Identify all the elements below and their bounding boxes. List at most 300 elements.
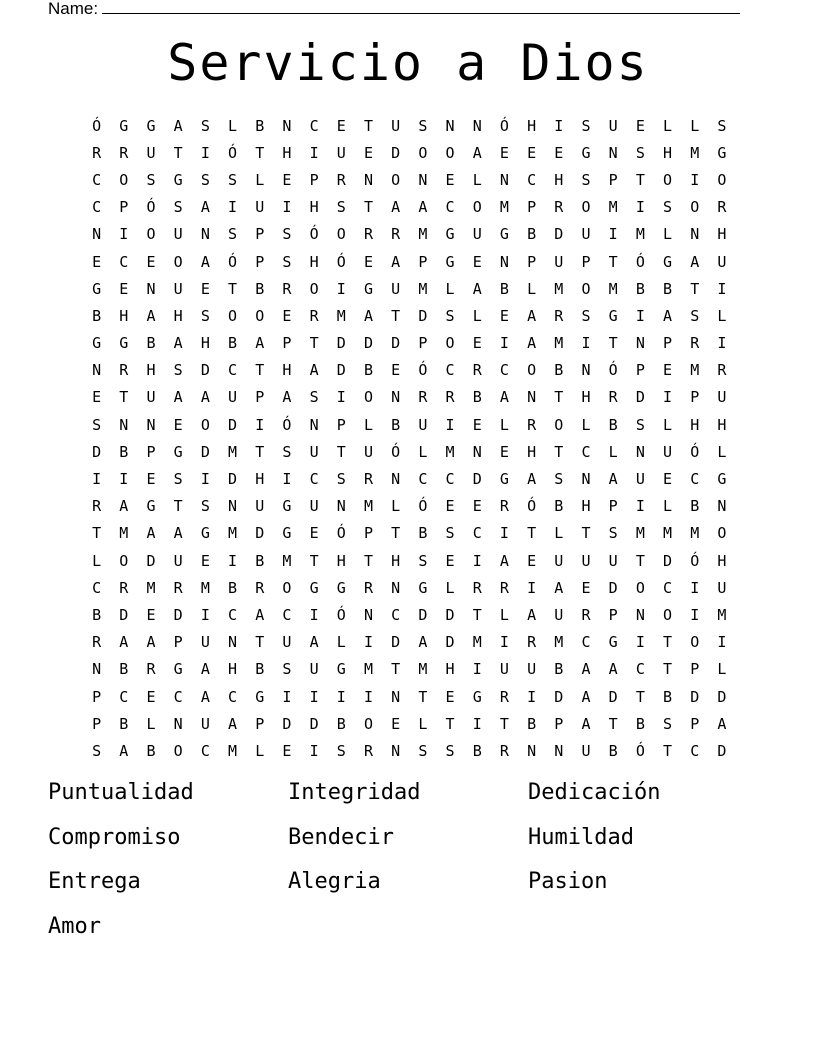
grid-letter: P (690, 388, 700, 407)
grid-letter: R (363, 741, 373, 760)
grid-letter: H (690, 415, 700, 434)
grid-letter: T (255, 442, 265, 461)
grid-letter: T (173, 143, 183, 162)
grid-letter: I (472, 660, 482, 679)
grid-letter: U (173, 225, 183, 244)
grid-letter: N (635, 442, 645, 461)
grid-letter: D (119, 605, 129, 624)
grid-letter: R (499, 687, 509, 706)
grid-letter: Ó (92, 116, 102, 135)
grid-letter: B (554, 660, 564, 679)
word-search-grid (83, 112, 736, 765)
grid-letter: T (391, 306, 401, 325)
grid-letter: A (200, 198, 210, 217)
grid-letter: U (418, 415, 428, 434)
grid-letter: C (445, 361, 455, 380)
grid-letter: O (282, 578, 292, 597)
grid-letter: R (717, 361, 727, 380)
grid-letter: G (200, 524, 210, 543)
grid-letter: Ó (391, 442, 401, 461)
grid-letter: R (146, 660, 156, 679)
word-list-item: Bendecir (288, 824, 394, 850)
grid-letter: O (418, 143, 428, 162)
grid-letter: A (146, 633, 156, 652)
grid-letter: C (92, 170, 102, 189)
grid-letter: H (200, 334, 210, 353)
grid-letter: N (391, 687, 401, 706)
grid-letter: N (581, 470, 591, 489)
grid-letter: M (554, 633, 564, 652)
grid-letter: R (255, 578, 265, 597)
grid-letter: A (527, 334, 537, 353)
grid-letter: R (92, 497, 102, 516)
grid-letter: A (255, 334, 265, 353)
grid-letter: M (119, 524, 129, 543)
grid-letter: Ó (336, 605, 346, 624)
grid-row (83, 275, 736, 302)
grid-letter: S (581, 306, 591, 325)
grid-letter: H (527, 442, 537, 461)
grid-letter: S (173, 470, 183, 489)
grid-letter: N (119, 415, 129, 434)
grid-letter: I (282, 198, 292, 217)
grid-letter: C (472, 524, 482, 543)
grid-letter: E (146, 605, 156, 624)
grid-letter: C (119, 252, 129, 271)
grid-letter: P (146, 442, 156, 461)
grid-letter: C (228, 687, 238, 706)
grid-letter: S (173, 198, 183, 217)
grid-letter: S (445, 741, 455, 760)
grid-letter: A (663, 306, 673, 325)
grid-letter: E (363, 143, 373, 162)
grid-letter: T (608, 252, 618, 271)
grid-letter: L (717, 306, 727, 325)
grid-row (83, 139, 736, 166)
grid-letter: R (363, 578, 373, 597)
grid-letter: G (282, 524, 292, 543)
grid-letter: U (146, 143, 156, 162)
grid-letter: U (663, 442, 673, 461)
grid-letter: B (472, 388, 482, 407)
grid-letter: L (690, 116, 700, 135)
grid-row (83, 737, 736, 764)
grid-letter: A (200, 660, 210, 679)
grid-letter: A (200, 388, 210, 407)
grid-letter: N (391, 388, 401, 407)
grid-letter: S (200, 497, 210, 516)
grid-letter: E (391, 361, 401, 380)
grid-letter: C (581, 442, 591, 461)
grid-letter: O (119, 170, 129, 189)
grid-letter: A (282, 388, 292, 407)
grid-letter: E (472, 497, 482, 516)
grid-letter: T (445, 714, 455, 733)
grid-letter: L (418, 442, 428, 461)
grid-letter: B (527, 714, 537, 733)
grid-letter: L (255, 741, 265, 760)
grid-letter: E (146, 470, 156, 489)
grid-letter: B (228, 578, 238, 597)
grid-letter: P (527, 198, 537, 217)
grid-letter: G (92, 279, 102, 298)
grid-letter: S (663, 198, 673, 217)
grid-letter: D (363, 334, 373, 353)
grid-letter: S (282, 442, 292, 461)
grid-letter: H (581, 497, 591, 516)
grid-letter: E (173, 415, 183, 434)
grid-letter: U (391, 279, 401, 298)
grid-letter: M (663, 524, 673, 543)
grid-letter: I (92, 470, 102, 489)
grid-letter: N (527, 388, 537, 407)
word-list-item: Entrega (48, 869, 141, 894)
grid-letter: O (690, 633, 700, 652)
grid-letter: M (690, 361, 700, 380)
grid-letter: E (663, 361, 673, 380)
grid-letter: L (472, 306, 482, 325)
grid-letter: D (554, 687, 564, 706)
grid-letter: U (608, 551, 618, 570)
grid-letter: D (228, 415, 238, 434)
grid-letter: E (200, 551, 210, 570)
grid-letter: N (690, 225, 700, 244)
grid-letter: N (309, 415, 319, 434)
grid-letter: R (527, 415, 537, 434)
grid-letter: A (146, 524, 156, 543)
grid-letter: E (472, 252, 482, 271)
grid-letter: E (554, 143, 564, 162)
grid-letter: N (363, 605, 373, 624)
grid-letter: L (717, 442, 727, 461)
grid-letter: I (663, 388, 673, 407)
grid-letter: U (228, 388, 238, 407)
grid-letter: G (336, 660, 346, 679)
grid-letter: D (608, 578, 618, 597)
grid-letter: U (309, 660, 319, 679)
grid-letter: L (608, 442, 618, 461)
grid-letter: T (554, 442, 564, 461)
grid-letter: U (499, 660, 509, 679)
grid-letter: D (200, 442, 210, 461)
grid-letter: N (228, 497, 238, 516)
grid-letter: B (146, 334, 156, 353)
grid-letter: U (173, 551, 183, 570)
grid-row (83, 302, 736, 329)
grid-letter: O (363, 714, 373, 733)
grid-letter: N (635, 605, 645, 624)
grid-letter: A (119, 741, 129, 760)
grid-letter: S (92, 415, 102, 434)
grid-letter: P (690, 714, 700, 733)
grid-letter: S (282, 252, 292, 271)
grid-letter: U (309, 497, 319, 516)
grid-letter: A (472, 279, 482, 298)
grid-letter: E (499, 306, 509, 325)
grid-letter: P (663, 334, 673, 353)
grid-letter: E (527, 551, 537, 570)
grid-letter: I (309, 143, 319, 162)
grid-letter: U (255, 497, 265, 516)
grid-letter: C (228, 605, 238, 624)
grid-letter: M (418, 660, 428, 679)
grid-letter: O (200, 415, 210, 434)
grid-letter: R (499, 497, 509, 516)
grid-letter: S (635, 415, 645, 434)
grid-letter: U (336, 143, 346, 162)
grid-row (83, 493, 736, 520)
grid-row (83, 438, 736, 465)
grid-letter: I (336, 687, 346, 706)
grid-letter: M (363, 660, 373, 679)
grid-letter: M (717, 605, 727, 624)
grid-letter: T (255, 633, 265, 652)
grid-letter: R (391, 225, 401, 244)
grid-letter: E (472, 334, 482, 353)
grid-letter: O (663, 605, 673, 624)
grid-letter: I (635, 306, 645, 325)
grid-letter: C (527, 170, 537, 189)
grid-letter: D (173, 605, 183, 624)
grid-letter: D (391, 633, 401, 652)
grid-letter: N (282, 116, 292, 135)
grid-letter: I (690, 170, 700, 189)
grid-letter: R (336, 170, 346, 189)
grid-row (83, 465, 736, 492)
grid-letter: M (228, 741, 238, 760)
grid-letter: C (391, 605, 401, 624)
grid-letter: A (173, 524, 183, 543)
grid-letter: A (690, 252, 700, 271)
grid-letter: P (255, 252, 265, 271)
grid-letter: L (499, 605, 509, 624)
grid-letter: R (581, 605, 591, 624)
grid-row (83, 384, 736, 411)
grid-letter: T (92, 524, 102, 543)
grid-letter: I (200, 605, 210, 624)
grid-row (83, 574, 736, 601)
grid-letter: Ó (690, 551, 700, 570)
grid-letter: P (282, 334, 292, 353)
grid-letter: M (635, 225, 645, 244)
grid-letter: D (418, 306, 428, 325)
grid-letter: E (445, 551, 455, 570)
grid-letter: R (554, 198, 564, 217)
grid-letter: B (635, 714, 645, 733)
grid-letter: C (200, 741, 210, 760)
grid-letter: S (581, 170, 591, 189)
grid-letter: G (445, 252, 455, 271)
grid-letter: S (146, 170, 156, 189)
grid-letter: P (92, 714, 102, 733)
grid-letter: M (690, 524, 700, 543)
grid-letter: E (282, 741, 292, 760)
grid-letter: M (690, 143, 700, 162)
grid-letter: I (499, 524, 509, 543)
grid-letter: H (717, 551, 727, 570)
grid-letter: L (336, 633, 346, 652)
grid-letter: D (146, 551, 156, 570)
grid-letter: H (391, 551, 401, 570)
grid-letter: I (200, 143, 210, 162)
grid-letter: M (608, 279, 618, 298)
grid-letter: C (92, 198, 102, 217)
grid-letter: G (717, 470, 727, 489)
grid-letter: A (146, 306, 156, 325)
grid-letter: G (255, 687, 265, 706)
grid-letter: T (418, 687, 428, 706)
grid-letter: R (119, 578, 129, 597)
grid-letter: I (445, 415, 455, 434)
grid-letter: T (472, 605, 482, 624)
grid-letter: U (200, 633, 210, 652)
grid-letter: N (363, 170, 373, 189)
grid-letter: A (391, 198, 401, 217)
grid-letter: B (363, 361, 373, 380)
grid-letter: E (92, 252, 102, 271)
grid-letter: D (391, 334, 401, 353)
grid-letter: S (554, 470, 564, 489)
grid-letter: G (146, 497, 156, 516)
grid-letter: I (282, 687, 292, 706)
grid-letter: P (255, 225, 265, 244)
grid-letter: N (92, 361, 102, 380)
grid-letter: N (92, 660, 102, 679)
grid-letter: G (663, 252, 673, 271)
grid-letter: T (363, 116, 373, 135)
grid-letter: G (282, 497, 292, 516)
grid-letter: L (146, 714, 156, 733)
grid-letter: O (472, 198, 482, 217)
grid-letter: U (472, 225, 482, 244)
grid-letter: H (173, 306, 183, 325)
grid-letter: D (282, 714, 292, 733)
grid-letter: D (554, 225, 564, 244)
grid-letter: E (472, 415, 482, 434)
word-list-item: Alegria (288, 869, 381, 894)
grid-letter: E (663, 470, 673, 489)
name-label: Name: (48, 0, 99, 18)
grid-letter: H (527, 116, 537, 135)
grid-letter: S (336, 470, 346, 489)
grid-letter: I (363, 687, 373, 706)
grid-letter: S (445, 524, 455, 543)
grid-letter: H (336, 551, 346, 570)
word-list-item: Compromiso (48, 824, 181, 850)
grid-letter: R (608, 388, 618, 407)
grid-letter: M (445, 442, 455, 461)
grid-letter: T (173, 497, 183, 516)
grid-letter: B (527, 225, 537, 244)
grid-letter: T (527, 524, 537, 543)
grid-letter: A (527, 470, 537, 489)
grid-letter: G (608, 633, 618, 652)
grid-letter: A (472, 143, 482, 162)
grid-letter: S (228, 225, 238, 244)
grid-letter: A (527, 605, 537, 624)
grid-letter: A (363, 306, 373, 325)
grid-letter: U (635, 470, 645, 489)
grid-letter: D (445, 633, 455, 652)
grid-letter: N (173, 714, 183, 733)
grid-letter: E (445, 170, 455, 189)
grid-letter: B (336, 714, 346, 733)
grid-letter: R (92, 633, 102, 652)
grid-letter: T (119, 388, 129, 407)
grid-letter: P (336, 415, 346, 434)
grid-letter: D (663, 551, 673, 570)
grid-letter: A (173, 116, 183, 135)
grid-letter: I (472, 714, 482, 733)
grid-letter: A (418, 633, 428, 652)
grid-letter: B (119, 660, 129, 679)
grid-letter: R (418, 388, 428, 407)
grid-letter: E (581, 578, 591, 597)
grid-letter: R (690, 334, 700, 353)
grid-letter: R (472, 361, 482, 380)
grid-letter: G (363, 279, 373, 298)
grid-letter: I (255, 415, 265, 434)
grid-letter: T (635, 687, 645, 706)
grid-letter: S (663, 714, 673, 733)
grid-letter: A (309, 633, 319, 652)
grid-letter: G (499, 225, 509, 244)
grid-letter: T (309, 551, 319, 570)
grid-letter: D (445, 605, 455, 624)
grid-letter: E (527, 143, 537, 162)
grid-letter: C (309, 470, 319, 489)
grid-letter: I (472, 551, 482, 570)
grid-letter: A (581, 687, 591, 706)
grid-letter: P (418, 252, 428, 271)
grid-row (83, 710, 736, 737)
grid-letter: I (336, 388, 346, 407)
grid-letter: H (663, 143, 673, 162)
grid-letter: G (581, 143, 591, 162)
grid-letter: Ó (336, 524, 346, 543)
grid-letter: I (635, 497, 645, 516)
grid-letter: U (363, 442, 373, 461)
grid-letter: O (309, 279, 319, 298)
grid-letter: L (717, 660, 727, 679)
grid-letter: O (255, 306, 265, 325)
grid-letter: S (309, 388, 319, 407)
grid-letter: D (717, 741, 727, 760)
grid-letter: U (527, 660, 537, 679)
grid-letter: D (608, 687, 618, 706)
grid-letter: C (690, 741, 700, 760)
grid-letter: B (472, 741, 482, 760)
grid-letter: E (363, 252, 373, 271)
grid-letter: I (690, 578, 700, 597)
grid-letter: B (663, 687, 673, 706)
grid-letter: S (418, 741, 428, 760)
grid-letter: N (527, 741, 537, 760)
grid-letter: A (173, 334, 183, 353)
grid-letter: T (255, 361, 265, 380)
word-list-item: Puntualidad (48, 780, 194, 805)
grid-letter: A (228, 714, 238, 733)
grid-letter: S (173, 361, 183, 380)
grid-letter: H (554, 170, 564, 189)
grid-letter: S (200, 170, 210, 189)
grid-letter: G (92, 334, 102, 353)
grid-letter: I (200, 470, 210, 489)
grid-letter: C (635, 660, 645, 679)
grid-letter: U (717, 252, 727, 271)
grid-letter: S (418, 551, 428, 570)
grid-row (83, 248, 736, 275)
